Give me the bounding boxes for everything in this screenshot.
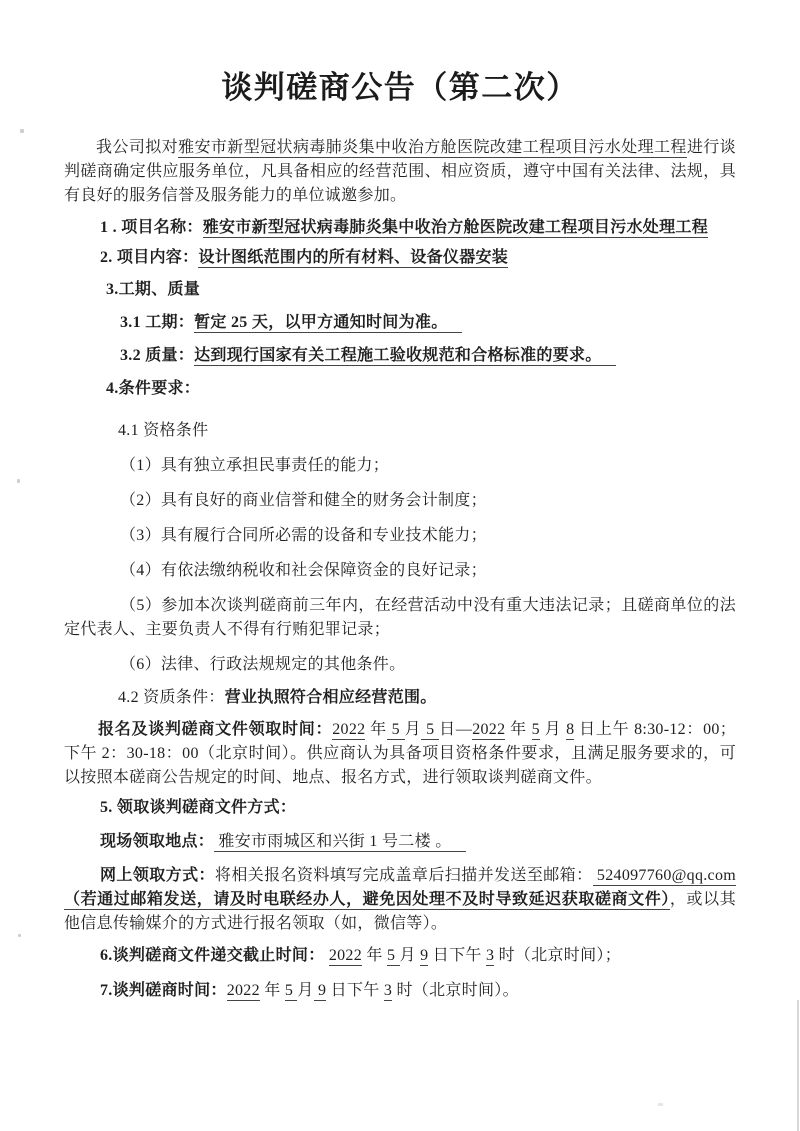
negotiation-time-runs xyxy=(227,982,519,1001)
text-run: 5 xyxy=(284,982,298,999)
scan-edge-shadow xyxy=(797,1000,799,1131)
text-run: （若通过邮箱发送，请及时电联经办人，避免因处理不及时导致延迟获取磋商文件） xyxy=(64,891,670,908)
item-quality xyxy=(120,344,736,368)
heading-sec41 xyxy=(118,419,736,443)
item-project-content xyxy=(100,246,736,270)
intro-tail-text: 进行谈判磋商确定供应服务单位，凡具备相应的经营范围、相应资质，遵守中国有关法律、法规，具有良好的服务信誉及服务能力的单位诚邀参加。 xyxy=(64,139,736,204)
scan-speck xyxy=(18,934,21,937)
sec42-label: 4.2 资质条件： xyxy=(118,689,225,706)
text-run: 5 xyxy=(421,721,440,738)
condition-item-5: （5）参加本次谈判磋商前三年内，在经营活动中没有重大违法记录；且磋商单位的法定代表人、主要负责人不得有行贿犯罪记录； xyxy=(64,597,736,638)
negotiation-time-label: 7.谈判磋商时间： xyxy=(100,982,227,999)
text-run: 9 xyxy=(420,947,429,964)
quality-label: 3.2 质量： xyxy=(120,347,195,364)
condition-item-1: （1）具有独立承担民事责任的能力； xyxy=(120,457,390,474)
text-run: 3 xyxy=(485,947,495,964)
intro-lead-text: 我公司拟对 xyxy=(96,139,179,156)
quality-value-underlined: 达到现行国家有关工程施工验收规范和合格标准的要求。 xyxy=(194,347,616,366)
text-run: 时（北京时间）。 xyxy=(392,982,519,999)
duration-value-underlined: 暂定 25 天，以甲方通知时间为准。 xyxy=(194,314,461,333)
item1-label: 1 . 项目名称： xyxy=(100,219,203,236)
text-run: 时（北京时间）； xyxy=(494,947,621,964)
text-run: 5 xyxy=(531,721,540,738)
heading-sec4 xyxy=(106,377,736,401)
text-run: 2022 xyxy=(472,721,506,738)
item1-value-underlined: 雅安市新型冠状病毒肺炎集中收治方舱医院改建工程项目污水处理工程 xyxy=(202,219,709,236)
para-online-pickup xyxy=(64,864,736,936)
text-run: 月 xyxy=(539,721,567,738)
text-run: 2022 xyxy=(328,947,363,964)
condition-item-2: （2）具有良好的商业信誉和健全的财务会计制度； xyxy=(120,492,487,509)
deadline-runs xyxy=(325,947,621,966)
text-run: 年 xyxy=(365,721,387,738)
item2-label: 2. 项目内容： xyxy=(100,249,199,266)
sec4-heading-text: 4.条件要求： xyxy=(106,380,201,397)
scan-speck xyxy=(20,129,24,133)
text-run: 2022 xyxy=(332,721,366,738)
sec3-heading-text: 3.工期、质量 xyxy=(106,281,201,298)
online-label: 网上领取方式： xyxy=(100,867,215,884)
item-sec42 xyxy=(118,686,736,710)
item2-value-underlined: 设计图纸范围内的所有材料、设备仪器安装 xyxy=(198,249,509,266)
text-run: 3 xyxy=(383,982,393,999)
item-negotiation-time xyxy=(100,979,736,1003)
onsite-address-underlined: 雅安市雨城区和兴街 1 号二楼 。 xyxy=(214,833,465,852)
sec41-heading-text: 4.1 资格条件 xyxy=(118,422,209,439)
item-project-name xyxy=(100,216,736,240)
text-run: 日下午 xyxy=(326,982,384,999)
scan-speck xyxy=(658,1103,663,1106)
scan-speck xyxy=(17,479,20,483)
item-submission-deadline xyxy=(100,944,736,968)
heading-sec3 xyxy=(106,278,736,302)
text-run: 日下午 xyxy=(428,947,486,964)
intro-project-name-underlined: 雅安市新型冠状病毒肺炎集中收治方舱医院改建工程项目污水处理工程 xyxy=(178,139,687,156)
text-run: 日上午 8:30-12：00；下午 2：30-18：00（北京时间）。供应商认为具备项目资格条件要求，且满足服务要求的，可以按照本磋商公告规定的时间、地点、报名方式，进行领取谈判磋商文件。 xyxy=(64,721,737,786)
text-run: 年 xyxy=(259,982,285,999)
text-run: 年 xyxy=(362,947,387,964)
deadline-label: 6.谈判磋商文件递交截止时间： xyxy=(100,947,325,964)
text-run: 8 xyxy=(566,721,575,738)
text-run: 日— xyxy=(439,721,473,738)
text-run: 年 xyxy=(505,721,532,738)
text-run: 2022 xyxy=(226,982,260,999)
sec42-value: 营业执照符合相应经营范围。 xyxy=(224,689,437,706)
condition-item-6: （6）法律、行政法规规定的其他条件。 xyxy=(120,656,406,673)
text-run: ，或以其他信息传输媒介的方式进行报名领取（如，微信等）。 xyxy=(64,891,736,932)
duration-label: 3.1 工期： xyxy=(120,314,195,331)
text-run: 月 xyxy=(399,947,421,964)
para-registration-time xyxy=(64,718,736,790)
item-duration xyxy=(120,311,736,335)
item-onsite-pickup xyxy=(100,830,736,854)
text-run: 9 xyxy=(313,982,327,999)
text-run: 5 xyxy=(386,947,400,964)
text-run: 月 xyxy=(404,721,422,738)
onsite-label: 现场领取地点： xyxy=(100,833,215,850)
sec5-heading-text: 5. 领取谈判磋商文件方式： xyxy=(100,799,297,816)
text-run: 月 xyxy=(297,982,314,999)
registration-label: 报名及谈判磋商文件领取时间： xyxy=(98,721,333,738)
notice-title: 谈判磋商公告（第二次） xyxy=(221,70,579,105)
heading-sec5 xyxy=(100,796,736,820)
text-run: 5 xyxy=(386,721,405,738)
intro-paragraph xyxy=(64,136,736,208)
condition-item-3: （3）具有履行合同所必需的设备和专业技术能力； xyxy=(120,527,487,544)
text-run: 524097760@qq.com xyxy=(592,867,736,884)
condition-item-4: （4）有依法缴纳税收和社会保障资金的良好记录； xyxy=(120,562,487,579)
text-run: 将相关报名资料填写完成盖章后扫描并发送至邮箱： xyxy=(214,867,593,884)
